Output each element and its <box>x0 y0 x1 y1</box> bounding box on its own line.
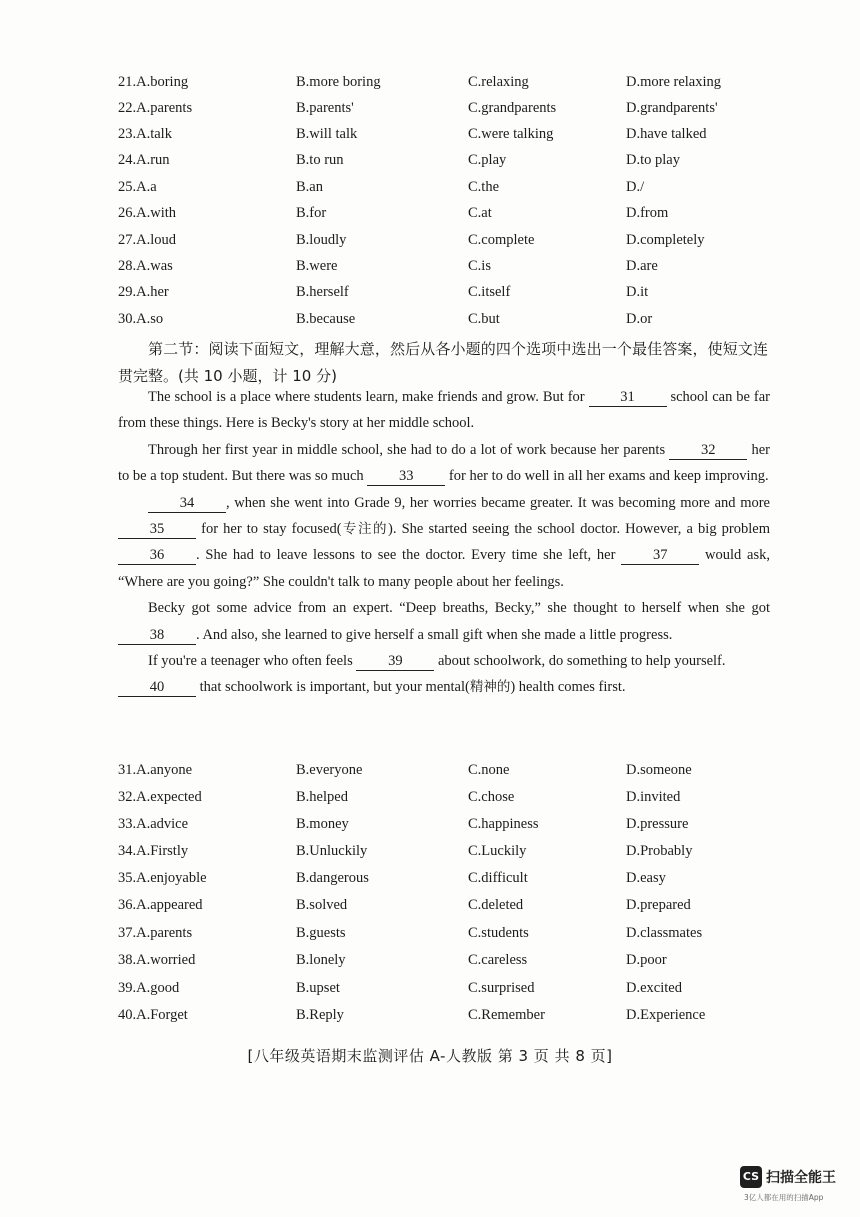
watermark-tagline: 3亿人都在用的扫描App <box>744 1193 824 1202</box>
blank-31: 31 <box>589 388 667 407</box>
section-heading: 第二节：阅读下面短文，理解大意，然后从各小题的四个选项中选出一个最佳答案，使短文连贯完整。(共 10 小题，计 10 分) <box>118 340 768 385</box>
option-b: B.upset <box>296 980 340 996</box>
option-a: 29.A.her <box>118 284 169 300</box>
option-c: C.none <box>468 762 510 778</box>
option-d: D.classmates <box>626 925 703 941</box>
option-b: B.guests <box>296 925 346 941</box>
option-a: 37.A.parents <box>118 925 193 941</box>
option-b: B.because <box>296 311 356 327</box>
option-b: B.were <box>296 258 338 274</box>
blank-36: 36 <box>118 546 196 565</box>
passage-paragraph: If you're a teenager who often feels 39 about schoolwork, do something to help yourself. 40 that schoolwork is important, but your mental(精神的) health comes first. <box>118 648 770 701</box>
option-a: 22.A.parents <box>118 100 193 116</box>
option-c: C.were talking <box>468 126 554 142</box>
option-d: D.Experience <box>626 1007 706 1023</box>
option-row <box>0 205 860 229</box>
option-d: D.poor <box>626 952 667 968</box>
option-d: D.are <box>626 258 658 274</box>
option-d: D.invited <box>626 789 681 805</box>
option-b: B.an <box>296 179 323 195</box>
option-row <box>0 870 860 894</box>
option-d: D.excited <box>626 980 682 996</box>
option-b: B.parents' <box>296 100 354 116</box>
option-b: B.dangerous <box>296 870 369 886</box>
option-d: D.to play <box>626 152 680 168</box>
option-d: D.grandparents' <box>626 100 718 116</box>
option-c: C.is <box>468 258 491 274</box>
option-a: 30.A.so <box>118 311 164 327</box>
option-d: D.easy <box>626 870 666 886</box>
option-row <box>0 897 860 921</box>
option-a: 38.A.worried <box>118 952 196 968</box>
option-a: 35.A.enjoyable <box>118 870 207 886</box>
option-row <box>0 1007 860 1031</box>
option-c: C.itself <box>468 284 511 300</box>
blank-34: 34 <box>148 494 226 513</box>
option-row <box>0 152 860 176</box>
option-a: 40.A.Forget <box>118 1007 188 1023</box>
passage-paragraph: 34 , when she went into Grade 9, her worries became greater. It was becoming more and more 35 for her to stay focused(专注的). She started seeing the school doctor. However, a big problem 36 . She had to leave lessons to see the doctor. Every time she left, her 37 would ask, “Where are you going?” She couldn't talk to many people about her feelings. <box>118 494 771 590</box>
option-a: 21.A.boring <box>118 74 189 90</box>
option-row <box>0 789 860 813</box>
option-c: C.play <box>468 152 507 168</box>
blank-35: 35 <box>118 520 196 539</box>
option-c: C.Remember <box>468 1007 545 1023</box>
option-row <box>0 952 860 976</box>
option-c: C.students <box>468 925 529 941</box>
option-row <box>0 258 860 282</box>
option-d: D.have talked <box>626 126 707 142</box>
option-row <box>0 816 860 840</box>
option-d: D.pressure <box>626 816 689 832</box>
option-d: D./ <box>626 179 645 195</box>
passage-paragraph: The school is a place where students learn, make friends and grow. But for 31 school can be far from these things. Here is Becky's story at her middle school. <box>118 389 770 432</box>
passage <box>118 384 770 701</box>
blank-32: 32 <box>669 441 747 460</box>
option-a: 25.A.a <box>118 179 157 195</box>
blank-38: 38 <box>118 626 196 645</box>
option-d: D.someone <box>626 762 692 778</box>
option-b: B.more boring <box>296 74 381 90</box>
option-b: B.will talk <box>296 126 358 142</box>
blank-37: 37 <box>621 546 699 565</box>
option-a: 32.A.expected <box>118 789 202 805</box>
option-c: C.at <box>468 205 492 221</box>
option-b: B.lonely <box>296 952 346 968</box>
option-row <box>0 843 860 867</box>
option-c: C.careless <box>468 952 528 968</box>
option-a: 23.A.talk <box>118 126 172 142</box>
option-a: 24.A.run <box>118 152 170 168</box>
option-d: D.from <box>626 205 669 221</box>
option-row <box>0 232 860 256</box>
option-b: B.money <box>296 816 349 832</box>
blank-40: 40 <box>118 678 196 697</box>
option-a: 34.A.Firstly <box>118 843 189 859</box>
option-row <box>0 762 860 786</box>
option-b: B.helped <box>296 789 348 805</box>
option-b: B.for <box>296 205 327 221</box>
option-row <box>0 284 860 308</box>
blank-33: 33 <box>367 467 445 486</box>
option-c: C.relaxing <box>468 74 529 90</box>
option-b: B.Unluckily <box>296 843 368 859</box>
option-c: C.grandparents <box>468 100 557 116</box>
passage-paragraph: Becky got some advice from an expert. “Deep breaths, Becky,” she thought to herself when she got 38 . And also, she learned to give herself a small gift when she made a little progress. <box>118 595 770 648</box>
option-a: 28.A.was <box>118 258 173 274</box>
option-b: B.herself <box>296 284 349 300</box>
option-a: 27.A.loud <box>118 232 176 248</box>
option-a: 26.A.with <box>118 205 176 221</box>
option-c: C.deleted <box>468 897 524 913</box>
option-row <box>0 179 860 203</box>
option-b: B.solved <box>296 897 348 913</box>
option-a: 39.A.good <box>118 980 180 996</box>
option-d: D.prepared <box>626 897 691 913</box>
option-c: C.Luckily <box>468 843 527 859</box>
watermark-name: 扫描全能王 <box>766 1170 836 1186</box>
option-c: C.difficult <box>468 870 528 886</box>
option-b: B.loudly <box>296 232 347 248</box>
scanner-watermark <box>740 1166 850 1206</box>
option-row <box>0 925 860 949</box>
option-d: D.Probably <box>626 843 693 859</box>
option-d: D.or <box>626 311 653 327</box>
page-footer: [八年级英语期末监测评估 A-人教版 第 3 页 共 8 页] <box>247 1047 613 1065</box>
option-b: B.Reply <box>296 1007 344 1023</box>
option-row <box>0 311 860 335</box>
option-c: C.surprised <box>468 980 535 996</box>
option-c: C.complete <box>468 232 535 248</box>
option-c: C.happiness <box>468 816 539 832</box>
option-a: 33.A.advice <box>118 816 189 832</box>
blank-39: 39 <box>356 652 434 671</box>
option-b: B.to run <box>296 152 344 168</box>
option-a: 31.A.anyone <box>118 762 193 778</box>
option-d: D.completely <box>626 232 705 248</box>
option-row <box>0 980 860 1004</box>
option-row <box>0 126 860 150</box>
option-d: D.it <box>626 284 649 300</box>
option-a: 36.A.appeared <box>118 897 203 913</box>
option-row <box>0 100 860 124</box>
option-d: D.more relaxing <box>626 74 722 90</box>
option-c: C.but <box>468 311 500 327</box>
passage-paragraph: Through her first year in middle school, she had to do a lot of work because her parents 32 her to be a top student. But there was so much 33 for her to do well in all her exams and keep improving. <box>118 441 770 485</box>
option-c: C.the <box>468 179 500 195</box>
camscanner-logo-icon: CS <box>740 1166 762 1188</box>
option-b: B.everyone <box>296 762 363 778</box>
option-c: C.chose <box>468 789 515 805</box>
option-row <box>0 74 860 98</box>
